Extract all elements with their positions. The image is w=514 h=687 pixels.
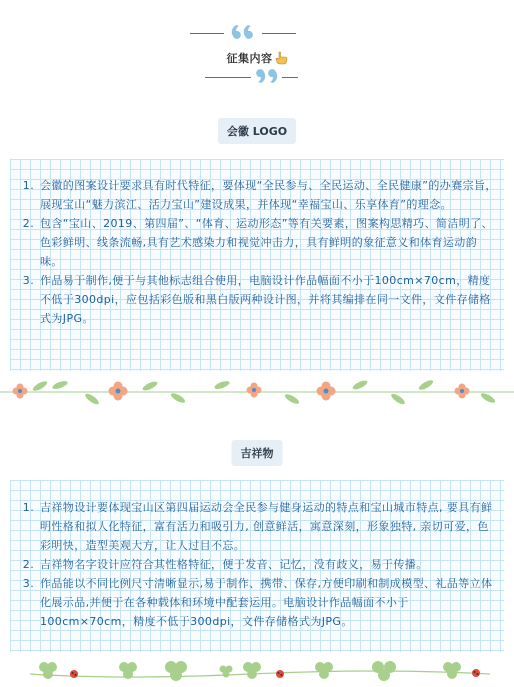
divider-line	[262, 33, 296, 34]
divider-line	[282, 77, 298, 78]
quote-open-icon	[229, 23, 257, 41]
logo-requirements-panel	[10, 159, 504, 371]
list-item: 3. 作品易于制作,便于与其他标志组合使用，电脑设计作品幅面不小于100cm×70cm，精度不低于300dpi，应包括彩色版和黑白版两种设计图，并将其编排在同一文件，文件存储格式为JPG。	[38, 271, 498, 328]
list-item: 2. 包含“宝山、2019、第四届”、“体育、运动形态”等有关要素，图案构思精巧、简洁明了、色彩鲜明、线条流畅,具有艺术感染力和视觉冲击力，具有鲜明的象征意义和体育运动韵味。	[38, 214, 498, 271]
mascot-requirements-panel	[10, 480, 504, 652]
mascot-section-label: 吉祥物	[232, 440, 283, 466]
header-title: 征集内容	[226, 52, 273, 65]
flower-vine-divider	[0, 372, 514, 408]
clover-vine-divider	[0, 652, 514, 687]
divider-line	[190, 33, 224, 34]
list-item: 1. 会徽的图案设计要求具有时代特征，要体现“全民参与、全民运动、全民健康”的办赛宗旨，展现宝山“魅力滨江、活力宝山”建设成果，并体现“幸福宝山、乐享体育”的理念。	[38, 176, 498, 214]
logo-requirements-list	[10, 159, 504, 328]
section-header	[0, 20, 514, 90]
quote-close-icon	[252, 67, 280, 85]
header-title-row	[0, 50, 514, 66]
list-item: 2. 吉祥物名字设计应符合其性格特征，便于发音、记忆，没有歧义，易于传播。	[38, 555, 498, 574]
pointing-hand-icon	[275, 51, 288, 65]
list-item: 3. 作品能以不同比例尺寸清晰显示,易于制作、携带、保存,方便印刷和制成模型、礼品等立体化展示品,并便于在各种载体和环境中配套运用。电脑设计作品幅面不小于100cm×70cm，精度不低于300dpi，文件存储格式为JPG。	[38, 574, 498, 631]
list-item: 1. 吉祥物设计要体现宝山区第四届运动会全民参与健身运动的特点和宝山城市特点, 要具有鲜明性格和拟人化特征，富有活力和吸引力, 创意鲜活，寓意深刻，形象独特, 亲切可爱，色彩明快，造型美观大方，让人过目不忘。	[38, 498, 498, 555]
divider-line	[205, 77, 251, 78]
logo-section-label: 会徽 LOGO	[218, 118, 296, 144]
mascot-requirements-list	[10, 480, 504, 631]
